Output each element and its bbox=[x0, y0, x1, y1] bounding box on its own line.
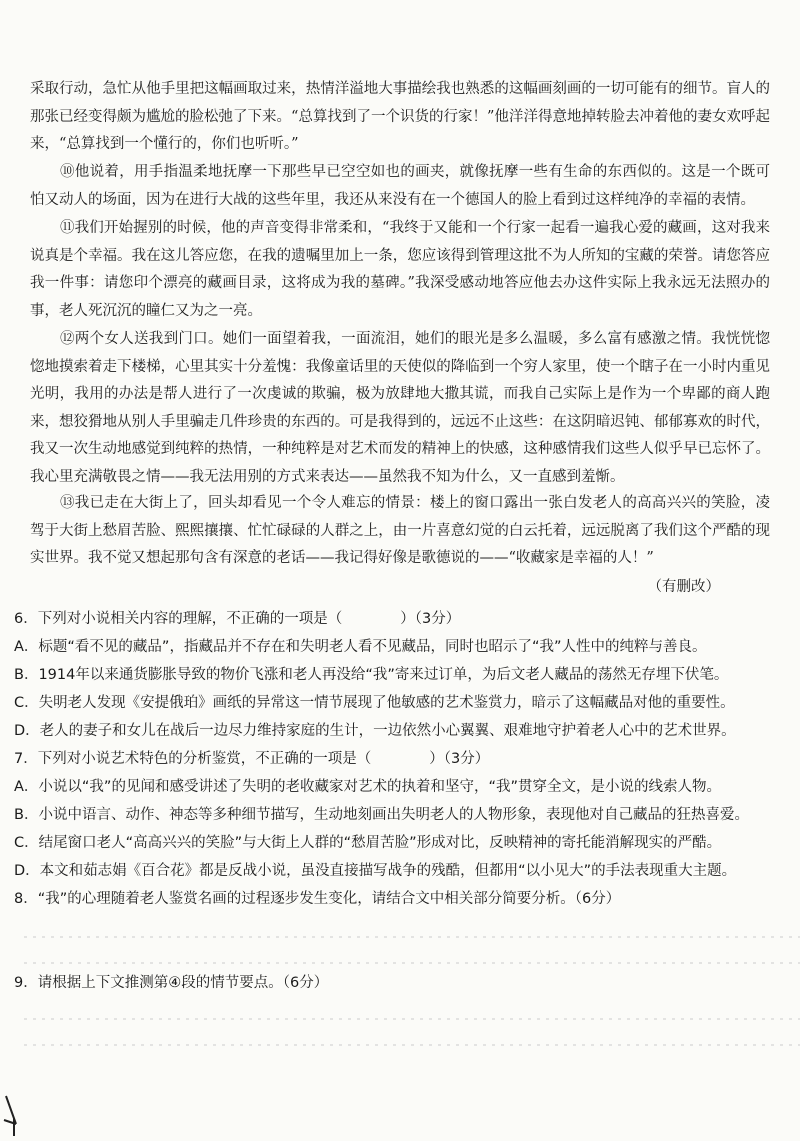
source-note: （有删改） bbox=[647, 579, 720, 595]
question-6-option-a: A．标题“看不见的藏品”，指藏品并不存在和失明老人看不见藏品，同时也昭示了“我”人性中的纯粹与善良。 bbox=[14, 639, 707, 655]
question-6-option-c: C．失明老人发现《安提俄珀》画纸的异常这一情节展现了他敏感的艺术鉴赏力，暗示了这幅藏品对他的重要性。 bbox=[14, 695, 735, 711]
scan-noise-line bbox=[24, 1018, 800, 1020]
question-9-stem: 9．请根据上下文推测第④段的情节要点。（6分） bbox=[14, 975, 329, 991]
passage-paragraph-10: ⑩他说着，用手指温柔地抚摩一下那些早已空空如也的画夹，就像抚摩一些有生命的东西似的。这是一个既可怕又动人的场面，因为在进行大战的这些年里，我还从来没有在一个德国人的脸上看到过这样纯净的幸福的表情。 bbox=[30, 164, 770, 208]
question-6-option-d: D．老人的妻子和女儿在战后一边尽力维持家庭的生计，一边依然小心翼翼、艰难地守护着老人心中的艺术世界。 bbox=[14, 723, 736, 739]
question-6-option-b: B．1914年以来通货膨胀导致的物价飞涨和老人再没给“我”寄来过订单，为后文老人藏品的荡然无存埋下伏笔。 bbox=[14, 667, 729, 683]
question-8-stem: 8．“我”的心理随着老人鉴赏名画的过程逐步发生变化，请结合文中相关部分简要分析。（6分） bbox=[14, 891, 621, 907]
scan-noise-line bbox=[24, 1044, 800, 1046]
passage-paragraph-continued: 采取行动，急忙从他手里把这幅画取过来，热情洋溢地大事描绘我也熟悉的这幅画刻画的一切可能有的细节。盲人的那张已经变得颇为尴尬的脸松弛了下来。“总算找到了一个识货的行家！”他洋洋得意地掉转脸去冲着他的妻女欢呼起来，“总算找到一个懂行的，你们也听听。” bbox=[30, 81, 770, 152]
passage-paragraph-11: ⑪我们开始握别的时候，他的声音变得非常柔和，“我终于又能和一个行家一起看一遍我心爱的藏画，这对我来说真是个幸福。我在这儿答应您，在我的遗嘱里加上一条，您应该得到管理这批不为人所知的宝藏的荣誉。请您答应我一件事：请您印个漂亮的藏画目录，这将成为我的墓碑。”我深受感动地答应他去办这件实际上我永远无法照办的事，老人死沉沉的瞳仁又为之一亮。 bbox=[30, 220, 770, 319]
scan-noise-line bbox=[24, 936, 800, 938]
question-9-answer-area[interactable] bbox=[14, 1000, 784, 1090]
question-6-stem: 6．下列对小说相关内容的理解，不正确的一项是（ ）（3分） bbox=[14, 611, 461, 627]
question-7-stem: 7．下列对小说艺术特色的分析鉴赏，不正确的一项是（ ）（3分） bbox=[14, 751, 490, 767]
scan-noise-line bbox=[24, 962, 800, 964]
passage-paragraph-13: ⑬我已走在大街上了，回头却看见一个令人难忘的情景：楼上的窗口露出一张白发老人的高高兴兴的笑脸，凌驾于大街上愁眉苦脸、熙熙攘攘、忙忙碌碌的人群之上，由一片喜意幻觉的白云托着，远远脱离了我们这个严酷的现实世界。我不觉又想起那句含有深意的老话——我记得好像是歌德说的——“收藏家是幸福的人！” bbox=[30, 495, 770, 566]
passage-paragraph-12: ⑫两个女人送我到门口。她们一面望着我，一面流泪，她们的眼光是多么温暖，多么富有感激之情。我恍恍惚惚地摸索着走下楼梯，心里其实十分羞愧：我像童话里的天使似的降临到一个穷人家里，使一个瞎子在一小时内重见光明，我用的办法是帮人进行了一次虔诚的欺骗，极为放肆地大撒其谎，而我自己实际上是作为一个卑鄙的商人跑来，想狡猾地从别人手里骗走几件珍贵的东西的。可是我得到的，远远不止这些：在这阴暗迟钝、郁郁寡欢的时代，我又一次生动地感觉到纯粹的热情，一种纯粹是对艺术而发的精神上的快感，这种感情我们这些人似乎早已忘怀了。我心里充满敬畏之情——我无法用别的方式来表达——虽然我不知为什么，又一直感到羞惭。 bbox=[30, 331, 770, 485]
question-7-option-b: B．小说中语言、动作、神态等多种细节描写，生动地刻画出失明老人的人物形象，表现他对自己藏品的狂热喜爱。 bbox=[14, 807, 749, 823]
question-7-option-d: D．本文和茹志娟《百合花》都是反战小说，虽没直接描写战争的残酷，但都用“以小见大”的手法表现重大主题。 bbox=[14, 863, 737, 879]
question-7-option-c: C．结尾窗口老人“高高兴兴的笑脸”与大街上人群的“愁眉苦脸”形成对比，反映精神的寄托能消解现实的严酷。 bbox=[14, 835, 722, 851]
question-7-option-a: A．小说以“我”的见闻和感受讲述了失明的老收藏家对艺术的执着和坚守，“我”贯穿全文，是小说的线索人物。 bbox=[14, 779, 721, 795]
page-corner-mark-icon bbox=[2, 1094, 22, 1138]
